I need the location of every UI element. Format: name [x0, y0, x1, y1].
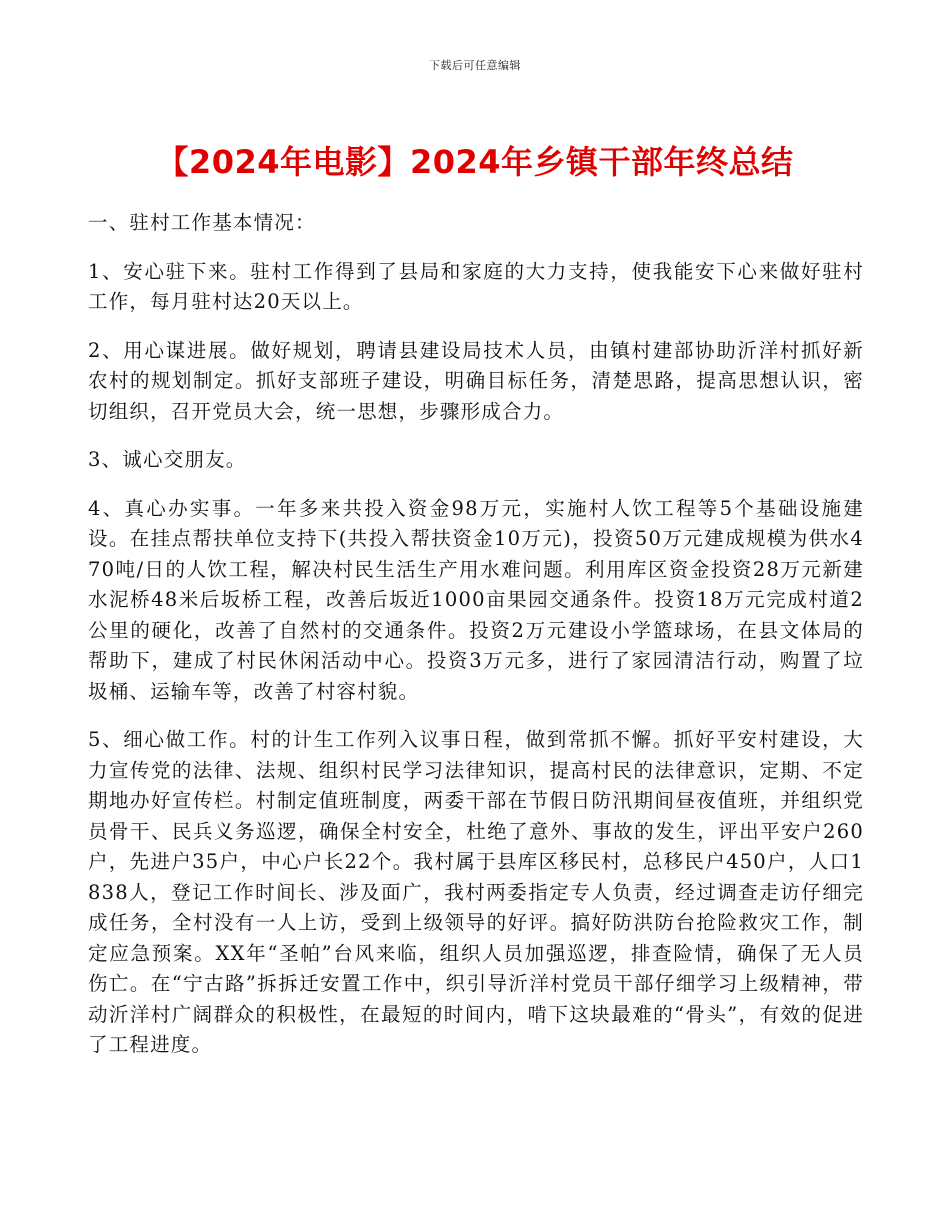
- paragraph-3: 3、诚心交朋友。: [88, 448, 247, 471]
- paragraph-2: 2、用心谋进展。做好规划，聘请县建设局技术人员，由镇村建部协助沂洋村抓好新农村的规划制定。抓好支部班子建设，明确目标任务，清楚思路，提高思想认识，密切组织，召开党员大会，统一思想，步骤形成合力。: [88, 338, 864, 423]
- document-body: [88, 208, 864, 1079]
- paragraph-5: 5、细心做工作。村的计生工作列入议事日程，做到常抓不懈。抓好平安村建设，大力宣传党的法律、法规、组织村民学习法律知识，提高村民的法律意识，定期、不定期地办好宣传栏。村制定值班制度，两委干部在节假日防汛期间昼夜值班，并组织党员骨干、民兵义务巡逻，确保全村安全，杜绝了意外、事故的发生，评出平安户260户，先进户35户，中心户长22个。我村属于县库区移民村，总移民户450户，人口1838人，登记工作时间长、涉及面广，我村两委指定专人负责，经过调查走访仔细完成任务，全村没有一人上访，受到上级领导的好评。搞好防洪防台抢险救灾工作，制定应急预案。XX年“圣帕”台风来临，组织人员加强巡逻，排查险情，确保了无人员伤亡。在“宁古路”拆拆迁安置工作中，织引导沂洋村党员干部仔细学习上级精神，带动沂洋村广阔群众的积极性，在最短的时间内，啃下这块最难的“骨头”，有效的促进了工程进度。: [88, 728, 864, 1056]
- header-note: 下载后可任意编辑: [429, 59, 521, 72]
- section-heading: 一、驻村工作基本情况：: [88, 211, 316, 234]
- paragraph-1: 1、安心驻下来。驻村工作得到了县局和家庭的大力支持，使我能安下心来做好驻村工作，每月驻村达20天以上。: [88, 259, 864, 313]
- document-title: 【2024年电影】2024年乡镇干部年终总结: [156, 143, 794, 181]
- paragraph-4: 4、真心办实事。一年多来共投入资金98万元，实施村人饮工程等5个基础设施建设。在挂点帮扶单位支持下(共投入帮扶资金10万元)，投资50万元建成规模为供水470吨/日的人饮工程，解决村民生活生产用水难问题。利用库区资金投资28万元新建水泥桥48米后坂桥工程，改善后坂近1000亩果园交通条件。投资18万元完成村道2公里的硬化，改善了自然村的交通条件。投资2万元建设小学篮球场，在县文体局的帮助下，建成了村民休闲活动中心。投资3万元多，进行了家园清洁行动，购置了垃圾桶、运输车等，改善了村容村貌。: [88, 496, 864, 703]
